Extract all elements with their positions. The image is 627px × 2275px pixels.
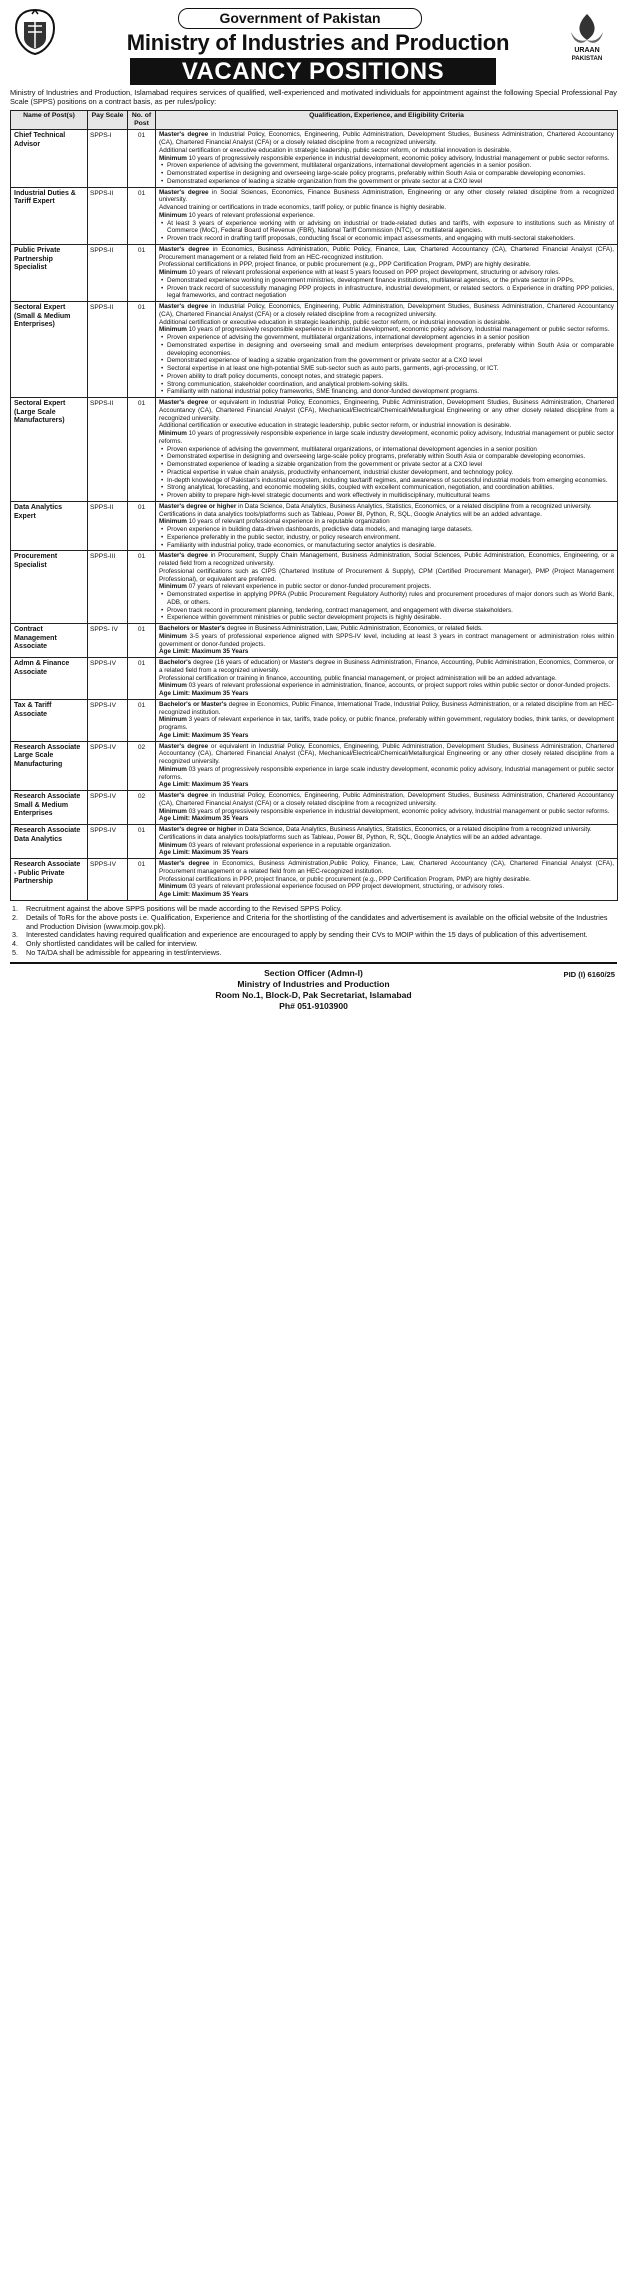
criteria-cell [156,398,618,502]
pay-scale: SPPS-IV [88,699,128,741]
criteria-line: Certifications in data analytics tools/platforms such as Tableau, Power BI, Python, R, SQL, Google Analytics will be an added advantage. [159,510,542,518]
post-count: 01 [128,302,156,398]
state-emblem-icon [12,8,58,56]
post-count: 02 [128,741,156,791]
criteria-line: Minimum 10 years of progressively responsible experience in industrial development, economic policy advisory, Industrial management or public sector reforms. [159,326,610,334]
post-count: 02 [128,791,156,825]
note-number: 4. [12,939,18,949]
note-text: Only shortlisted candidates will be called for interview. [26,939,198,949]
table-row [11,741,618,791]
criteria-bullet: • Experience within government ministries or public sector development projects is highly desirable. [159,614,614,622]
table-row [11,551,618,624]
criteria-line: Age Limit: Maximum 35 Years [159,815,249,823]
criteria-bullet: • Proven experience in building data-driven dashboards, predictive data models, and managing large datasets. [159,526,614,534]
pay-scale: SPPS-II [88,187,128,244]
footer-ministry: Ministry of Industries and Production [237,978,390,989]
post-name: Sectoral Expert (Small & Medium Enterprises) [11,302,88,398]
criteria-cell [156,244,618,301]
criteria-cell [156,624,618,658]
table-row [11,699,618,741]
criteria-line: Bachelor's or Master's degree in Economics, Public Finance, International Trade, Industrial Policy, Business Administration, or a related discipline from an HEC-recognized institution. [159,700,614,716]
criteria-line: Minimum 03 years of relevant professional experience in a reputable organization. [159,841,392,849]
criteria-bullet: • Demonstrated experience of leading a sizable organization from the government or private sector at a CXO level [159,178,614,186]
criteria-line: Master's degree or equivalent in Industrial Policy, Economics, Engineering, Public Administration, Development Studies, Business Administration, Chartered Accountancy (CA), Chartered Financial Analyst (CFA), Mechanical/Electrical/Chemical/Metallurgical Engineering or any other closely related discipline from a recognized university. [159,742,614,766]
post-name: Contract Management Associate [11,624,88,658]
criteria-cell [156,825,618,859]
pay-scale: SPPS-II [88,302,128,398]
criteria-bullet: • Strong communication, stakeholder coordination, and analytical problem-solving skills. [159,381,614,389]
post-count: 01 [128,398,156,502]
note-number: 2. [12,912,18,922]
note-item [12,949,617,958]
criteria-bullet: • At least 3 years of experience working with or advising on industrial or trade-related duties and tariffs, with exposure to institutions such as Ministry of Commerce (MoC), Federal Board of Revenue (FBR), National Tariff Commission (NTC), or multilateral agencies. [159,220,614,236]
header [10,6,617,84]
criteria-line: Age Limit: Maximum 35 Years [159,849,249,857]
header-criteria: Qualification, Experience, and Eligibility Criteria [156,111,618,130]
signature-block [10,964,617,1012]
criteria-line: Minimum 10 years of progressively responsible experience in industrial development, economic policy advisory, Industrial management or public sector reforms. [159,154,610,162]
criteria-line: Minimum 07 years of relevant experience in public sector or donor-funded procurement projects. [159,583,432,591]
pay-scale: SPPS-IV [88,658,128,700]
table-body [11,130,618,901]
pay-scale: SPPS-I [88,130,128,187]
criteria-line: Age Limit: Maximum 35 Years [159,781,249,789]
post-count: 01 [128,130,156,187]
criteria-bullet: • Demonstrated experience working in government ministries, development finance institutions, multilateral agencies, or the private sector in PPPs. [159,277,614,285]
footer-address: Room No.1, Block-D, Pak Secretariat, Islamabad [215,989,412,1000]
post-name: Research Associate Small & Medium Enterprises [11,791,88,825]
note-number: 5. [12,947,18,957]
notes-list [10,905,617,958]
table-row [11,859,618,901]
criteria-line: Minimum 03 years of relevant professional experience in administration, finance, accounts, or project support roles within public sector or donor-funded projects. [159,682,611,690]
criteria-bullet: • Practical expertise in value chain analysis, productivity enhancement, industrial cluster development, and technology policy. [159,469,614,477]
table-row [11,244,618,301]
table-row [11,130,618,187]
post-name: Public Private Partnership Specialist [11,244,88,301]
criteria-bullet: • Demonstrated experience of leading a sizable organization from the government or private sector at a CXO level [159,461,614,469]
criteria-bullet: • Experience preferably in the public sector, industry, or policy research environment. [159,534,614,542]
criteria-line: Master's degree in Industrial Policy, Economics, Engineering, Public Administration, Development Studies, Business Administration, Chartered Accountancy (CA), Chartered Financial Analyst (CFA) or a closely related discipline from a recognized university. [159,303,614,318]
footer-designation: Section Officer (Admn-I) [264,967,363,978]
table-row [11,791,618,825]
table-row [11,302,618,398]
criteria-line: Master's degree in Social Sciences, Economics, Finance Business Administration, Engineering or any other closely related discipline from a recognized university. [159,188,614,204]
post-name: Data Analytics Expert [11,501,88,551]
pay-scale: SPPS- IV [88,624,128,658]
uraan-pakistan-logo-icon [561,10,613,64]
post-name: Tax & Tariff Associate [11,699,88,741]
pay-scale: SPPS-IV [88,859,128,901]
note-number: 3. [12,930,18,940]
table-row [11,501,618,551]
criteria-line: Minimum 03 years of progressively responsible experience in large scale industry development, economic policy advisory, Industrial management or public sector reforms. [159,765,614,781]
svg-text:URAAN: URAAN [574,47,600,54]
criteria-cell [156,187,618,244]
criteria-line: Additional certification or executive education in strategic leadership, public sector reform, or industrial innovation is desirable. [159,146,512,154]
criteria-bullet: • Demonstrated experience of leading a sizable organization from the government or private sector at a CXO level [159,357,614,365]
criteria-line: Additional certification or executive education in strategic leadership, public sector reform, or industrial innovation is desirable. [159,318,512,326]
criteria-bullet: • Strong analytical, forecasting, and economic modeling skills, coupled with excellent communication, negotiation, and coordination abilities. [159,484,614,492]
svg-text:PAKISTAN: PAKISTAN [571,55,603,62]
pay-scale: SPPS-IV [88,825,128,859]
post-name: Sectoral Expert (Large Scale Manufacturers) [11,398,88,502]
criteria-line: Professional certifications in PPP, project finance, or public procurement (e.g., PPP Certification Program, PMP) are highly desirable. [159,261,531,269]
criteria-bullet: • Sectoral expertise in at least one high-potential SME sub-sector such as auto parts, garments, agri-processing, or ICT. [159,365,614,373]
vacancy-banner: VACANCY POSITIONS [130,58,496,85]
criteria-line: Minimum 10 years of relevant professional experience in a reputable organization [159,518,390,526]
intro-paragraph: Ministry of Industries and Production, Islamabad requires services of qualified, well-experienced and motivated individuals for appointment against the following Special Professional Pay Scale (SPPS) positions on a contract basis, as per rules/policy: [10,88,617,107]
criteria-line: Master's degree in Industrial Policy, Economics, Engineering, Public Administration, Development Studies, Business Administration, Chartered Accountancy (CA), Chartered Financial Analyst (CFA) or a closely related discipline from a recognized university. [159,131,614,147]
pay-scale: SPPS-II [88,244,128,301]
header-pay-scale: Pay Scale [88,111,128,130]
government-title: Government of Pakistan [178,8,422,29]
post-count: 01 [128,551,156,624]
criteria-line: Master's degree in Economics, Business Administration,Public Policy, Finance, Law, Chartered Accountancy (CA), Chartered Financial Analyst (CFA), Procurement management or a related field from an HEC-recognized institution. [159,860,614,875]
table-header-row [11,111,618,130]
post-name: Research Associate Large Scale Manufacturing [11,741,88,791]
header-no-of-post: No. of Post [128,111,156,130]
note-item [12,914,617,932]
post-name: Research Associate - Public Private Partnership [11,859,88,901]
criteria-cell [156,551,618,624]
vacancy-table [10,110,618,901]
post-count: 01 [128,244,156,301]
criteria-line: Bachelors or Master's degree in Business Administration, Law, Public Administration, Economics, or related fields. [159,625,483,633]
criteria-cell [156,302,618,398]
criteria-line: Master's degree or higher in Data Science, Data Analytics, Business Analytics, Statistics, Economics, or a related discipline from a recognized university. [159,502,592,510]
pay-scale: SPPS-II [88,398,128,502]
note-number: 1. [12,903,18,913]
criteria-bullet: • Proven experience of advising the government, multilateral organizations, or international development agencies in a senior position [159,446,614,454]
table-row [11,398,618,502]
criteria-line: Age Limit: Maximum 35 Years [159,891,249,899]
criteria-cell [156,699,618,741]
note-text: Details of ToRs for the above posts i.e. Qualification, Experience and Criteria for the shortlisting of the candidates and advertisement is available on the official website of the Industries and Production Division (www.moip.gov.pk). [26,912,608,931]
criteria-line: Minimum 10 years of progressively responsible experience in large scale industry development, economic policy advisory, Industrial management or public sector reforms. [159,430,614,445]
criteria-bullet: • Proven ability to draft policy documents, concept notes, and strategic papers. [159,373,614,381]
criteria-bullet: • Proven experience of advising the government, multilateral organizations, international development agencies in a senior position [159,334,614,342]
criteria-cell [156,859,618,901]
post-name: Procurement Specialist [11,551,88,624]
criteria-line: Master's degree or equivalent in Industrial Policy, Economics, Engineering, Public Administration, Development Studies, Business Administration, Chartered Accountancy (CA), Chartered Financial Analyst (CFA), Mechanical/Electrical/Chemical/Metallurgical Engineering or any other closely related discipline from a recognized university. [159,399,614,422]
criteria-bullet: • Familiarity with national industrial policy frameworks, SME financing, and donor-funded development programs. [159,388,614,396]
post-name: Chief Technical Advisor [11,130,88,187]
post-count: 01 [128,859,156,901]
criteria-line: Minimum 3-5 years of professional experience aligned with SPPS-IV level, including at least 3 years in contract management or administration roles within government or donor-funded projects. [159,632,614,648]
pay-scale: SPPS-IV [88,741,128,791]
criteria-cell [156,130,618,187]
pay-scale: SPPS-IV [88,791,128,825]
criteria-line: Age Limit: Maximum 35 Years [159,731,249,739]
criteria-bullet: • Proven ability to prepare high-level strategic documents and work effectively in multidisciplinary, multicultural teams [159,492,614,500]
criteria-bullet: • Proven track record in procurement planning, tendering, contract management, and engagement with diverse stakeholders. [159,607,614,615]
criteria-bullet: • Familiarity with industrial policy, trade economics, or manufacturing sector analytics is desirable. [159,542,614,550]
criteria-line: Master's degree in Procurement, Supply Chain Management, Business Administration, Social Sciences, Public Administration, Economics, Engineering, or a related field from a recognized university. [159,552,614,568]
note-text: Recruitment against the above SPPS positions will be made according to the Revised SPPS Policy. [26,903,342,913]
pid-number: PID (I) 6160/25 [563,969,615,979]
footer-phone: Ph# 051-9103900 [279,1000,348,1011]
table-row [11,825,618,859]
criteria-bullet: • Demonstrated expertise in designing and overseeing large-scale policy programs, preferably within South Asia or comparable developing economies. [159,170,614,178]
criteria-line: Minimum 3 years of relevant experience in tax, tariffs, trade policy, or public finance, preferably within government, regulatory bodies, think tanks, or development programs. [159,716,614,732]
criteria-cell [156,501,618,551]
criteria-line: Minimum 10 years of relevant professional experience. [159,211,315,219]
criteria-bullet: • Demonstrated expertise in designing and overseeing small and medium enterprises development programs, preferably within South Asia or comparable developing economies. [159,342,614,358]
criteria-cell [156,791,618,825]
criteria-bullet: • In-depth knowledge of Pakistan's industrial ecosystem, including tax/tariff regimes, and awareness of successful industrial models from emerging economies. [159,477,614,485]
criteria-bullet: • Demonstrated expertise in designing and overseeing large-scale policy programs, preferably within South Asia or comparable developing economies. [159,453,614,461]
table-row [11,658,618,700]
criteria-line: Age Limit: Maximum 35 Years [159,690,249,698]
pay-scale: SPPS-II [88,501,128,551]
pay-scale: SPPS-III [88,551,128,624]
criteria-line: Additional certification or executive education in strategic leadership, public sector reform, or industrial innovation is desirable. [159,422,512,430]
criteria-line: Master's degree in Economics, Business Administration, Public Policy, Finance, Law, Chartered Accountancy (CA), Chartered Financial Analyst (CFA), Procurement management or a related field from an HEC-recognized institution. [159,245,614,261]
criteria-line: Age Limit: Maximum 35 Years [159,648,249,656]
ministry-title: Ministry of Industries and Production [126,30,510,55]
post-count: 01 [128,699,156,741]
criteria-bullet: • Proven track record in drafting tariff proposals, conducting fiscal or economic impact assessments, and engaging with multi-sectoral stakeholders. [159,235,614,243]
post-count: 01 [128,825,156,859]
criteria-line: Minimum 03 years of relevant professional experience focused on PPP project development, structuring, or advisory roles. [159,883,505,891]
header-post: Name of Post(s) [11,111,88,130]
table-row [11,187,618,244]
criteria-line: Certifications in data analytics tools/platforms such as Tableau, Power BI, Python, R, SQL, Google Analytics will be an added advantage. [159,833,542,841]
criteria-cell [156,741,618,791]
post-name: Admn & Finance Associate [11,658,88,700]
criteria-bullet: • Proven track record of successfully managing PPP projects in infrastructure, industrial development, or related sectors. o Experience in drafting PPP policies, legal frameworks, and contract negotiation [159,285,614,301]
post-count: 01 [128,658,156,700]
table-row [11,624,618,658]
criteria-line: Advanced training or certifications in trade economics, tariff policy, or public finance is highly desirable. [159,204,447,212]
criteria-bullet: • Demonstrated expertise in applying PPRA (Public Procurement Regulatory Authority) rules and procurement procedures of major donors such as World Bank, ADB, or others. [159,591,614,607]
post-name: Industrial Duties & Tariff Expert [11,187,88,244]
criteria-line: Master's degree or higher in Data Science, Data Analytics, Business Analytics, Statistics, Economics, or a related discipline from a recognized university. [159,826,592,834]
criteria-bullet: • Proven experience of advising the government, multilateral organizations, international development agencies in a senior position. [159,162,614,170]
criteria-line: Professional certifications in PPP, project finance, or public procurement (e.g., PPP Certification Program, PMP) are highly desirable. [159,875,531,883]
criteria-line: Bachelor's degree (16 years of education) or Master's degree in Business Administration, Finance, Accounting, Public Administration, Economics, Commerce, or a related field from a recognized university. [159,659,614,674]
post-count: 01 [128,187,156,244]
footer [10,962,617,1024]
post-name: Research Associate Data Analytics [11,825,88,859]
criteria-cell [156,658,618,700]
criteria-line: Master's degree in Industrial Policy, Economics, Engineering, Public Administration, Development Studies, Business Administration, Chartered Accountancy (CA), Chartered Financial Analyst (CFA) or a closely related discipline from a recognized university. [159,792,614,807]
post-count: 01 [128,501,156,551]
note-text: No TA/DA shall be admissible for appearing in test/interviews. [26,947,222,957]
note-text: Interested candidates having required qualification and experience are encouraged to apply by sending their CVs to MOIP within the 15 days of publication of this advertisement. [26,930,588,940]
criteria-line: Professional certifications such as CIPS (Chartered Institute of Procurement & Supply), CPM (Certified Procurement Manager), PMP (Project Management Professional), or equivalent are preferred. [159,567,614,583]
post-count: 01 [128,624,156,658]
criteria-line: Minimum 10 years of relevant professional experience with at least 5 years focused on PPP project development, structuring or advisory roles. [159,269,561,277]
criteria-line: Minimum 03 years of progressively responsible experience in industrial development, economic policy advisory, Industrial management or public sector reforms. [159,807,610,815]
criteria-line: Professional certification or training in finance, accounting, public financial management, or project administration will be an added advantage. [159,674,557,682]
